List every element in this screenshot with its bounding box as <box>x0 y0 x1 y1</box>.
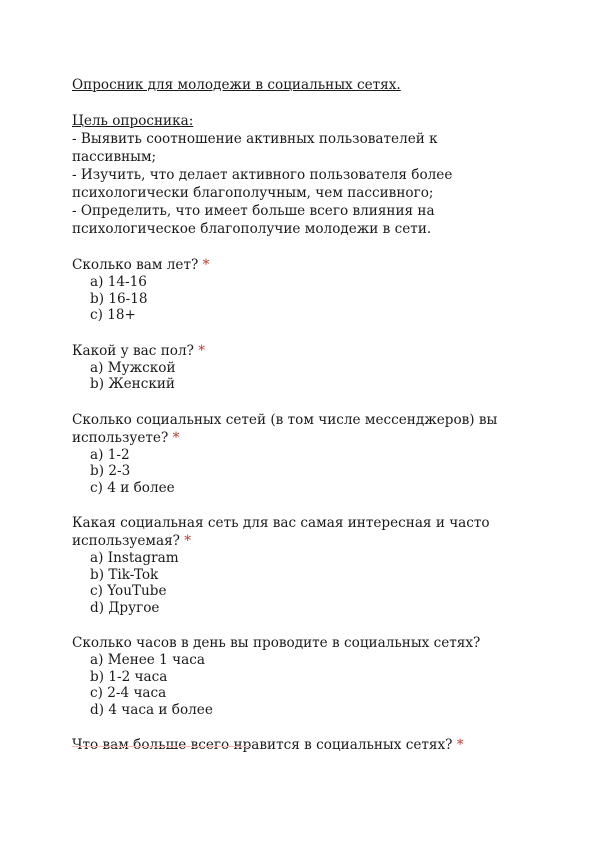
question-text: Сколько социальных сетей (в том числе мессенджеров) вы <box>72 411 498 428</box>
question-text: Что вам больше всего нравится в социальных сетях? * <box>72 737 464 753</box>
question-hours <box>72 634 542 718</box>
document-title: Опросник для молодежи в социальных сетях. <box>72 77 401 93</box>
answer-option[interactable]: a) Менее 1 часа <box>90 652 205 668</box>
required-mark: * <box>184 533 192 549</box>
question-text: Сколько часов в день вы проводите в социальных сетях? <box>72 635 481 651</box>
question-favorite-network <box>72 514 542 616</box>
question-text: используете? * <box>72 429 180 446</box>
question-gender <box>72 342 542 393</box>
goal-line: пассивным; <box>72 149 157 165</box>
answer-option[interactable]: b) Tik-Tok <box>90 566 159 583</box>
answer-option[interactable]: a) 1-2 <box>90 446 130 463</box>
required-mark: * <box>202 257 210 273</box>
answer-option[interactable]: d) 4 часа и более <box>90 701 213 718</box>
question-likes <box>72 736 542 754</box>
question-text: Сколько вам лет? * <box>72 257 210 273</box>
goal-line: - Выявить соотношение активных пользователей к <box>72 131 438 147</box>
questionnaire-document <box>72 76 542 754</box>
goal-line: психологическое благополучие молодежи в сети. <box>72 221 432 237</box>
answer-option[interactable]: b) 1-2 часа <box>90 668 168 685</box>
answer-option[interactable]: b) 2-3 <box>90 463 131 479</box>
goal-line: психологически благополучным, чем пассивного; <box>72 185 434 201</box>
question-network-count <box>72 411 542 497</box>
answer-option[interactable]: c) 4 и более <box>90 479 175 496</box>
answer-option[interactable]: c) 2-4 часа <box>90 685 167 701</box>
answer-option[interactable]: c) 18+ <box>90 307 136 323</box>
required-mark: * <box>172 429 180 446</box>
answer-option[interactable]: b) Женский <box>90 376 175 392</box>
question-text: Какой у вас пол? * <box>72 342 205 359</box>
answer-input-line[interactable] <box>72 746 250 747</box>
goal-heading: Цель опросника: <box>72 113 194 129</box>
goal-line: - Определить, что имеет больше всего влияния на <box>72 203 435 219</box>
answer-option[interactable]: a) Мужской <box>90 359 176 376</box>
answer-option[interactable]: b) 16-18 <box>90 290 148 307</box>
answer-option[interactable]: a) Instagram <box>90 550 179 566</box>
question-age <box>72 256 542 324</box>
answer-option[interactable]: a) 14-16 <box>90 274 147 290</box>
goal-section <box>72 112 542 238</box>
required-mark: * <box>456 737 464 753</box>
goal-line: - Изучить, что делает активного пользователя более <box>72 167 453 183</box>
required-mark: * <box>198 342 205 359</box>
answer-option[interactable]: c) YouTube <box>90 583 167 599</box>
question-text: Какая социальная сеть для вас самая интересная и часто <box>72 515 490 531</box>
answer-option[interactable]: d) Другое <box>90 599 160 616</box>
question-text: используемая? * <box>72 533 192 549</box>
